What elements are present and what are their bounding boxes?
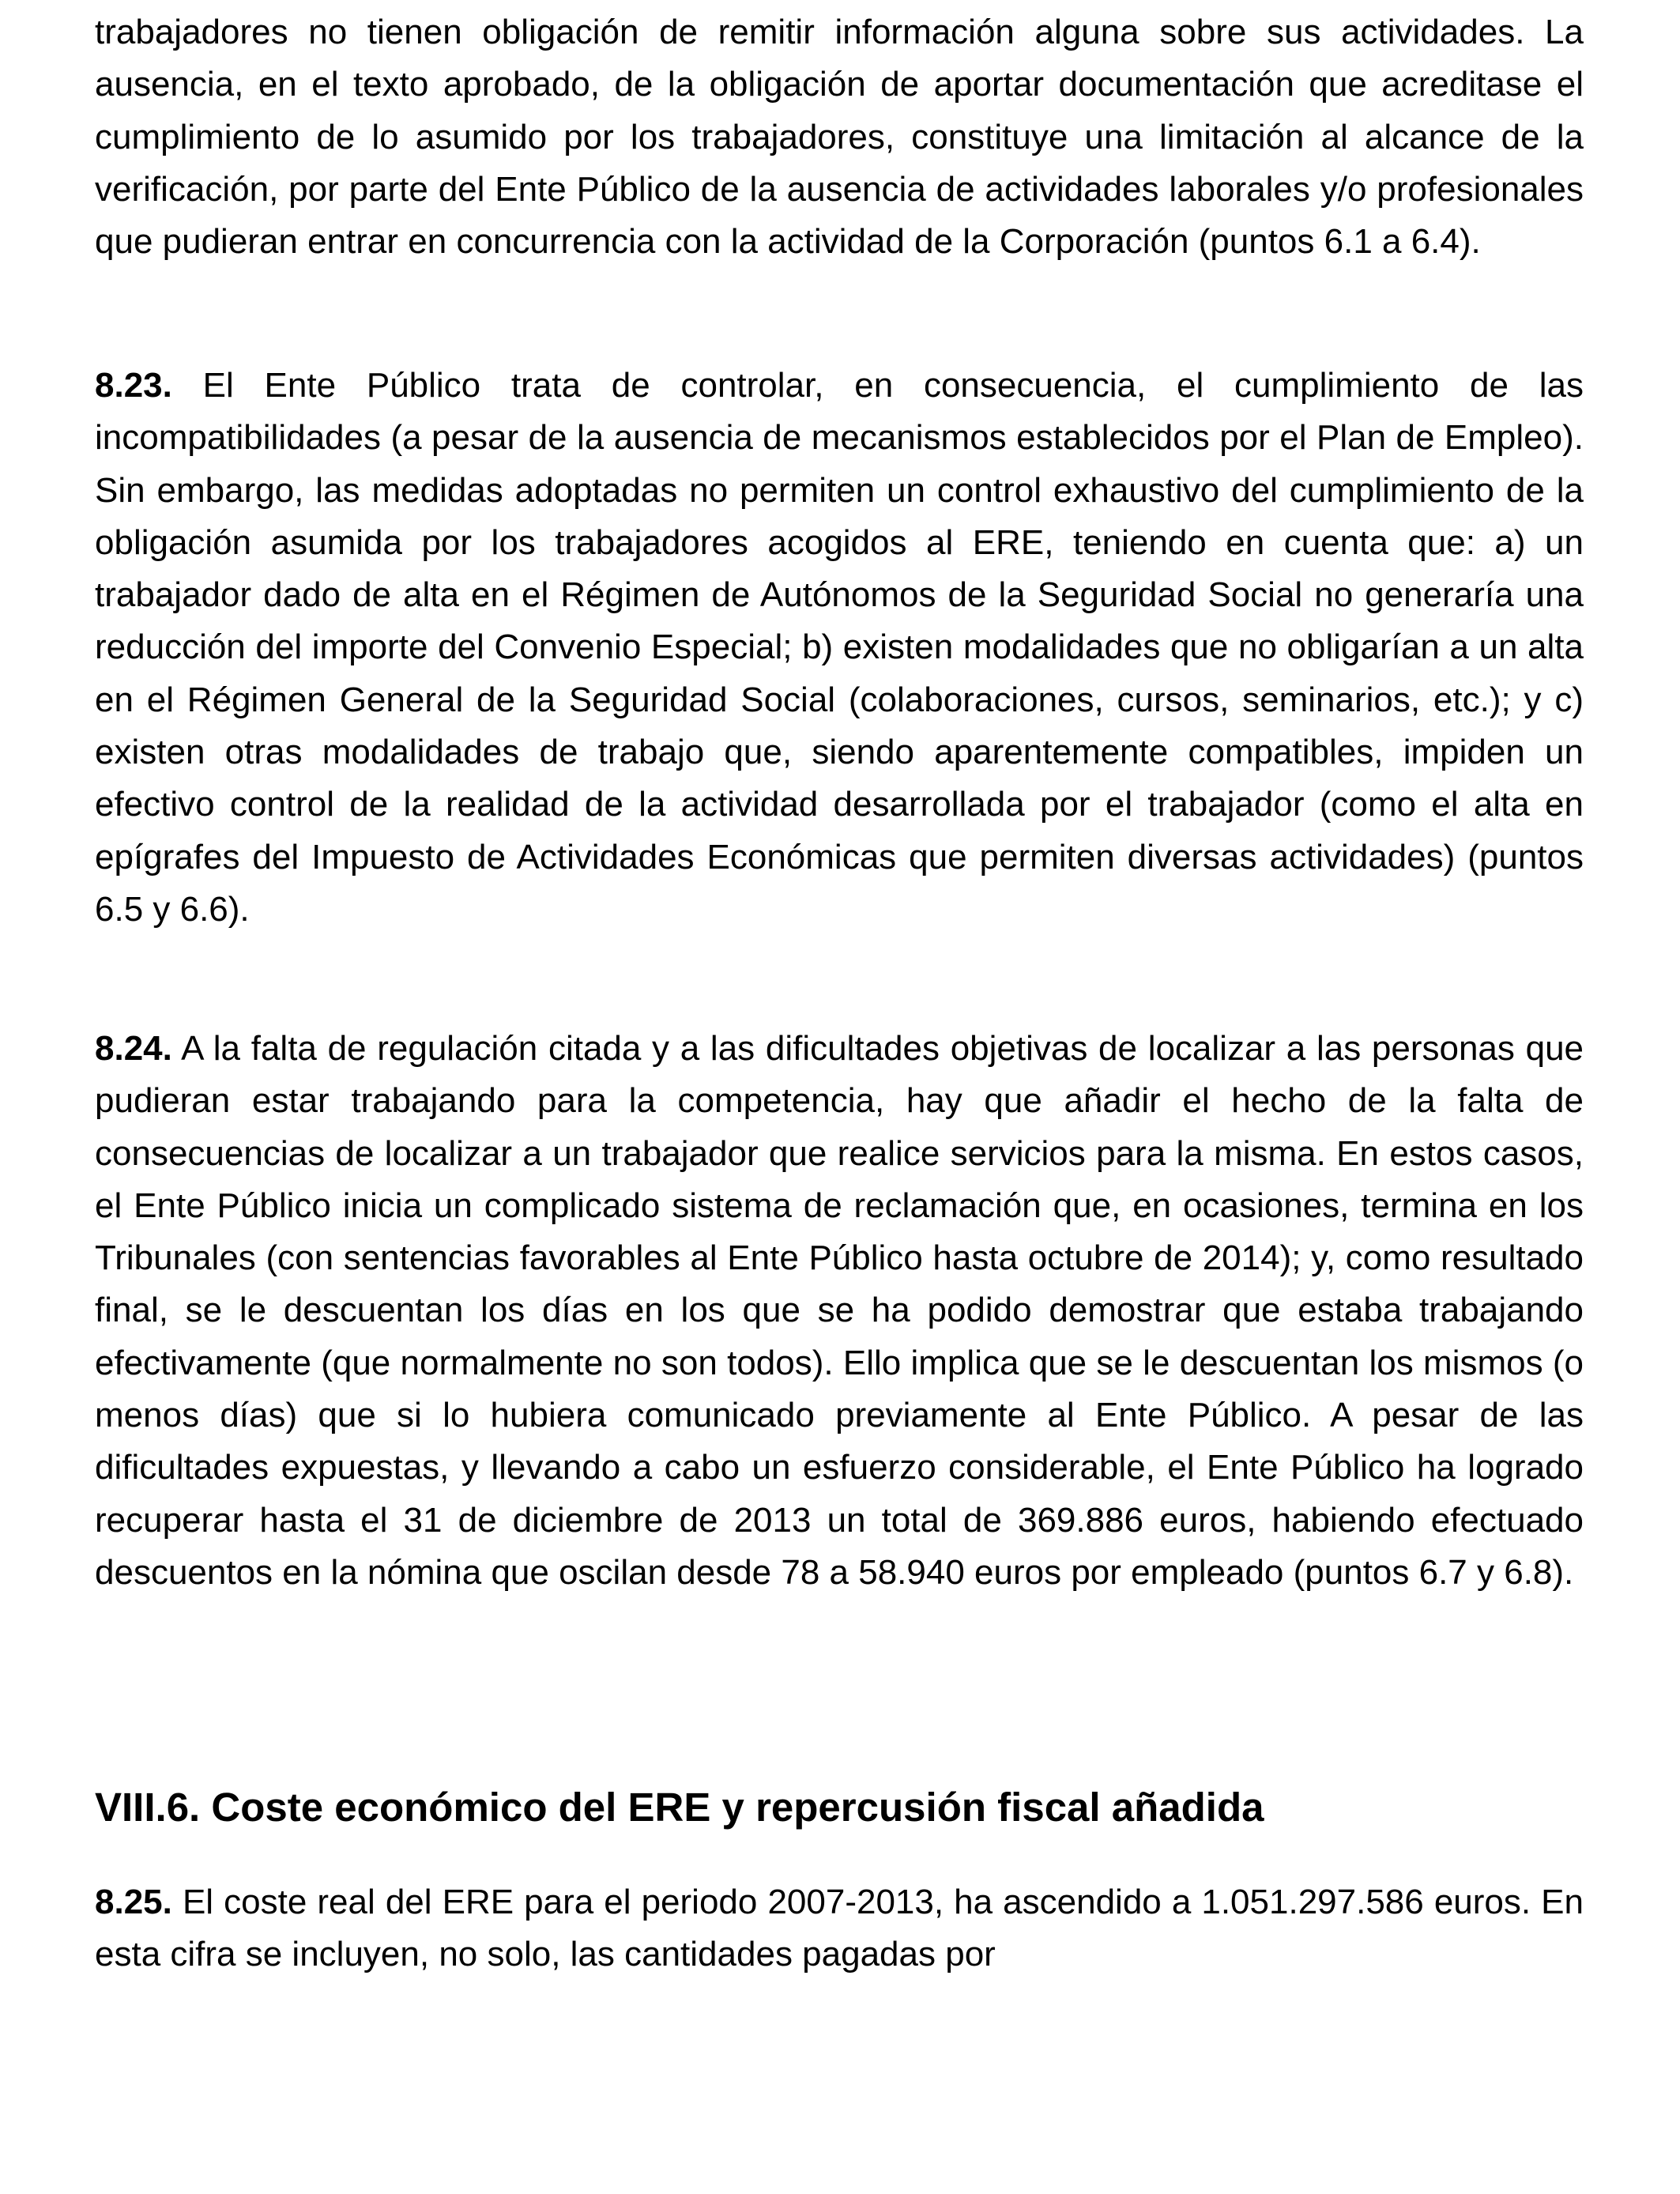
section-heading: VIII.6. Coste económico del ERE y repercusión fiscal añadida (95, 1785, 1264, 1830)
paragraph-text: A la falta de regulación citada y a las dificultades objetivas de localizar a las personas que pudieran estar trabajando para la competencia, hay que añadir el hecho de la falta de consecuencias de localizar a un trabajador que realice servicios para la misma. En estos casos, el Ente Público inicia un complicado sistema de reclamación que, en ocasiones, termina en los Tribunales (con sentencias favorables al Ente Público hasta octubre de 2014); y, como resultado final, se le descuentan los días en los que se ha podido demostrar que estaba trabajando efectivamente (que normalmente no son todos). Ello implica que se le descuentan los mismos (o menos días) que si lo hubiera comunicado previamente al Ente Público. A pesar de las dificultades expuestas, y llevando a cabo un esfuerzo considerable, el Ente Público ha logrado recuperar hasta el 31 de diciembre de 2013 un total de 369.886 euros, habiendo efectuado descuentos en la nómina que oscilan desde 78 a 58.940 euros por empleado (puntos 6.7 y 6.8). (95, 1029, 1584, 1592)
paragraph-number: 8.23. (95, 366, 172, 405)
paragraph-8-24 (95, 1023, 1584, 1599)
paragraph-8-23 (95, 360, 1584, 936)
paragraph-text: El Ente Público trata de controlar, en consecuencia, el cumplimiento de las incompatibilidades (a pesar de la ausencia de mecanismos establecidos por el Plan de Empleo). Sin embargo, las medidas adoptadas no permiten un control exhaustivo del cumplimiento de la obligación asumida por los trabajadores acogidos al ERE, teniendo en cuenta que: a) un trabajador dado de alta en el Régimen de Autónomos de la Seguridad Social no generaría una reducción del importe del Convenio Especial; b) existen modalidades que no obligarían a un alta en el Régimen General de la Seguridad Social (colaboraciones, cursos, seminarios, etc.); y c) existen otras modalidades de trabajo que, siendo aparentemente compatibles, impiden un efectivo control de la realidad de la actividad desarrollada por el trabajador (como el alta en epígrafes del Impuesto de Actividades Económicas que permiten diversas actividades) (puntos 6.5 y 6.6). (95, 366, 1584, 929)
paragraph-number: 8.25. (95, 1883, 172, 1921)
paragraph-continued (95, 6, 1584, 268)
paragraph-text: trabajadores no tienen obligación de remitir información alguna sobre sus actividades. La ausencia, en el texto aprobado, de la obligación de aportar documentación que acreditase el cumplimiento de lo asumido por los trabajadores, constituye una limitación al alcance de la verificación, por parte del Ente Público de la ausencia de actividades laborales y/o profesionales que pudieran entrar en concurrencia con la actividad de la Corporación (puntos 6.1 a 6.4). (95, 13, 1584, 262)
paragraph-number: 8.24. (95, 1029, 172, 1068)
paragraph-text: El coste real del ERE para el periodo 2007-2013, ha ascendido a 1.051.297.586 euros. En esta cifra se incluyen, no solo, las cantidades pagadas por (95, 1883, 1584, 1974)
paragraph-8-25 (95, 1876, 1584, 1981)
